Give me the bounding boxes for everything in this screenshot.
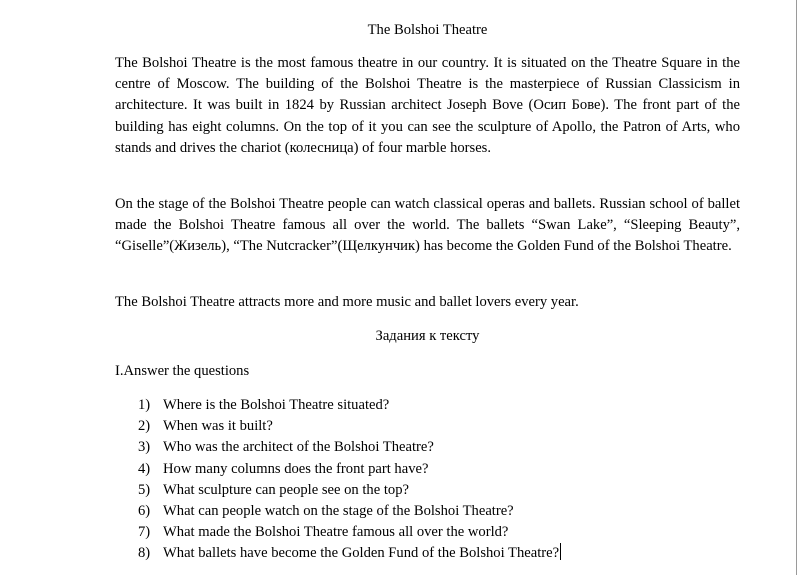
- paragraph-ballets: On the stage of the Bolshoi Theatre people can watch classical operas and ballets. Russian school of ballet made the Bolshoi Theatre famous all over the world. The ballets “Swan Lake”, “Sleeping Beauty”, “Giselle”(Жизель), “The Nutcracker”(Щелкунчик) has become the Golden Fund of the Bolshoi Theatre.: [115, 196, 740, 255]
- question-text: What sculpture can people see on the top?: [163, 481, 409, 498]
- question-text: Where is the Bolshoi Theatre situated?: [163, 397, 390, 413]
- question-number: 5): [138, 481, 151, 498]
- question-number: 8): [138, 545, 151, 562]
- question-number: 7): [138, 524, 151, 541]
- paragraph-history: The Bolshoi Theatre is the most famous theatre in our country. It is situated on the Theatre Square in the centre of Moscow. The building of the Bolshoi Theatre is the masterpiece of Russian Classicism in architecture. It was built in 1824 by Russian architect Joseph Bove (Осип Бове). The front part of the building has eight columns. On the top of it you can see the sculpture of Apollo, the Patron of Arts, who stands and drives the chariot (колесница) of four marble horses.: [115, 55, 740, 156]
- question-number: 6): [138, 502, 151, 519]
- question-text: Who was the architect of the Bolshoi Theatre?: [163, 439, 434, 456]
- question-number: 3): [138, 439, 151, 456]
- section-heading: I.Answer the questions: [115, 363, 250, 379]
- question-number: 4): [138, 460, 151, 477]
- tasks-heading: Задания к тексту: [375, 328, 480, 344]
- question-text: What can people watch on the stage of the Bolshoi Theatre?: [163, 502, 514, 519]
- question-text: How many columns does the front part have?: [163, 460, 429, 477]
- paragraph-audience: The Bolshoi Theatre attracts more and more music and ballet lovers every year.: [115, 294, 579, 310]
- document-title: The Bolshoi Theatre: [367, 22, 488, 38]
- question-number: 2): [138, 418, 151, 435]
- question-text-last: [163, 543, 561, 564]
- question-text: What made the Bolshoi Theatre famous all over the world?: [163, 524, 509, 541]
- text-cursor: [560, 543, 561, 560]
- question-text: When was it built?: [163, 418, 273, 435]
- question-text: What ballets have become the Golden Fund of the Bolshoi Theatre?: [163, 545, 560, 562]
- question-number: 1): [138, 397, 151, 413]
